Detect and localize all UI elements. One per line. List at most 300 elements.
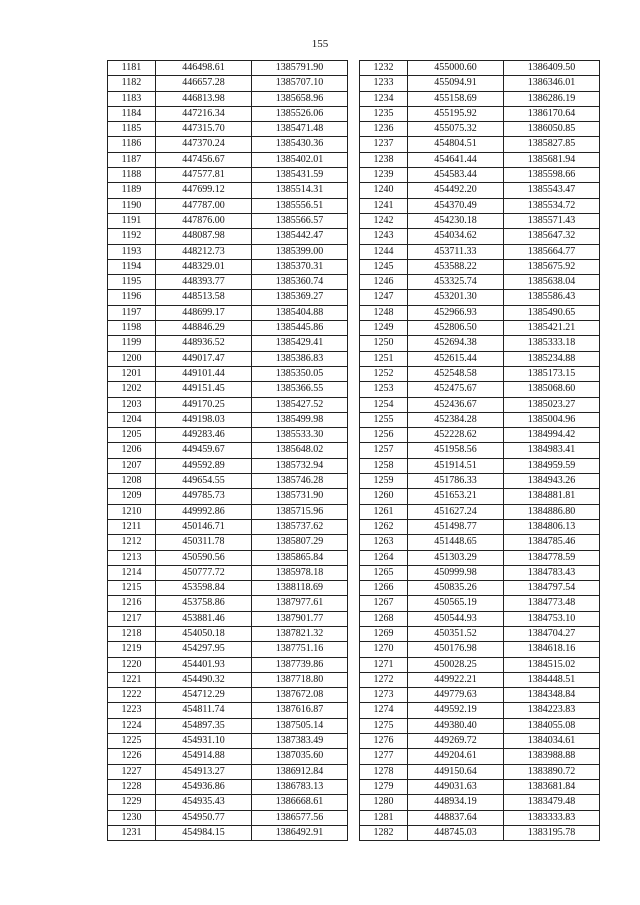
x-coordinate-cell: 450999.98	[408, 565, 504, 580]
point-number-cell: 1238	[360, 152, 408, 167]
table-row	[360, 428, 600, 443]
x-coordinate-cell: 455094.91	[408, 76, 504, 91]
point-number-cell: 1219	[108, 642, 156, 657]
table-row	[360, 137, 600, 152]
table-row	[360, 642, 600, 657]
y-coordinate-cell: 1385402.01	[252, 152, 348, 167]
x-coordinate-cell: 447370.24	[156, 137, 252, 152]
point-number-cell: 1273	[360, 688, 408, 703]
point-number-cell: 1237	[360, 137, 408, 152]
y-coordinate-cell: 1387672.08	[252, 688, 348, 703]
x-coordinate-cell: 455075.32	[408, 122, 504, 137]
y-coordinate-cell: 1385638.04	[504, 275, 600, 290]
table-row	[108, 351, 348, 366]
y-coordinate-cell: 1385865.84	[252, 550, 348, 565]
table-row	[360, 764, 600, 779]
y-coordinate-cell: 1384994.42	[504, 428, 600, 443]
x-coordinate-cell: 452475.67	[408, 382, 504, 397]
y-coordinate-cell: 1383479.48	[504, 795, 600, 810]
x-coordinate-cell: 450351.52	[408, 626, 504, 641]
point-number-cell: 1274	[360, 703, 408, 718]
point-number-cell: 1242	[360, 213, 408, 228]
y-coordinate-cell: 1385658.96	[252, 91, 348, 106]
y-coordinate-cell: 1384983.41	[504, 443, 600, 458]
x-coordinate-cell: 452436.67	[408, 397, 504, 412]
point-number-cell: 1231	[108, 825, 156, 840]
table-row	[108, 718, 348, 733]
x-coordinate-cell: 453598.84	[156, 581, 252, 596]
x-coordinate-cell: 452384.28	[408, 412, 504, 427]
point-number-cell: 1183	[108, 91, 156, 106]
point-number-cell: 1256	[360, 428, 408, 443]
point-number-cell: 1226	[108, 749, 156, 764]
y-coordinate-cell: 1385004.96	[504, 412, 600, 427]
x-coordinate-cell: 447577.81	[156, 168, 252, 183]
table-row	[360, 366, 600, 381]
x-coordinate-cell: 448936.52	[156, 336, 252, 351]
point-number-cell: 1263	[360, 535, 408, 550]
y-coordinate-cell: 1386492.91	[252, 825, 348, 840]
y-coordinate-cell: 1384448.51	[504, 672, 600, 687]
point-number-cell: 1281	[360, 810, 408, 825]
table-row	[360, 382, 600, 397]
y-coordinate-cell: 1385430.36	[252, 137, 348, 152]
table-row	[360, 198, 600, 213]
point-number-cell: 1189	[108, 183, 156, 198]
table-row	[360, 152, 600, 167]
table-row	[108, 825, 348, 840]
y-coordinate-cell: 1385715.96	[252, 504, 348, 519]
y-coordinate-cell: 1384348.84	[504, 688, 600, 703]
point-number-cell: 1254	[360, 397, 408, 412]
y-coordinate-cell: 1387505.14	[252, 718, 348, 733]
y-coordinate-cell: 1385526.06	[252, 106, 348, 121]
table-row	[360, 672, 600, 687]
y-coordinate-cell: 1384886.80	[504, 504, 600, 519]
point-number-cell: 1212	[108, 535, 156, 550]
y-coordinate-cell: 1386286.19	[504, 91, 600, 106]
point-number-cell: 1186	[108, 137, 156, 152]
x-coordinate-cell: 454370.49	[408, 198, 504, 213]
table-row	[360, 489, 600, 504]
table-row	[108, 611, 348, 626]
x-coordinate-cell: 449380.40	[408, 718, 504, 733]
coordinates-table-right-body	[360, 61, 600, 841]
y-coordinate-cell: 1383333.83	[504, 810, 600, 825]
y-coordinate-cell: 1385647.32	[504, 229, 600, 244]
y-coordinate-cell: 1387035.60	[252, 749, 348, 764]
point-number-cell: 1262	[360, 519, 408, 534]
point-number-cell: 1203	[108, 397, 156, 412]
x-coordinate-cell: 446657.28	[156, 76, 252, 91]
table-row	[108, 596, 348, 611]
y-coordinate-cell: 1387383.49	[252, 734, 348, 749]
y-coordinate-cell: 1385534.72	[504, 198, 600, 213]
y-coordinate-cell: 1384055.08	[504, 718, 600, 733]
table-row	[108, 229, 348, 244]
y-coordinate-cell: 1385427.52	[252, 397, 348, 412]
table-row	[108, 397, 348, 412]
point-number-cell: 1243	[360, 229, 408, 244]
y-coordinate-cell: 1384806.13	[504, 519, 600, 534]
x-coordinate-cell: 453588.22	[408, 259, 504, 274]
x-coordinate-cell: 454712.29	[156, 688, 252, 703]
point-number-cell: 1185	[108, 122, 156, 137]
y-coordinate-cell: 1385791.90	[252, 61, 348, 76]
table-row	[360, 275, 600, 290]
x-coordinate-cell: 449992.86	[156, 504, 252, 519]
coordinates-table-left-body	[108, 61, 348, 841]
x-coordinate-cell: 449017.47	[156, 351, 252, 366]
x-coordinate-cell: 449031.63	[408, 779, 504, 794]
y-coordinate-cell: 1385431.59	[252, 168, 348, 183]
point-number-cell: 1213	[108, 550, 156, 565]
y-coordinate-cell: 1387901.77	[252, 611, 348, 626]
y-coordinate-cell: 1385737.62	[252, 519, 348, 534]
table-row	[360, 795, 600, 810]
y-coordinate-cell: 1387821.32	[252, 626, 348, 641]
y-coordinate-cell: 1383681.84	[504, 779, 600, 794]
point-number-cell: 1239	[360, 168, 408, 183]
y-coordinate-cell: 1385675.92	[504, 259, 600, 274]
x-coordinate-cell: 446498.61	[156, 61, 252, 76]
table-row	[108, 565, 348, 580]
x-coordinate-cell: 453201.30	[408, 290, 504, 305]
point-number-cell: 1247	[360, 290, 408, 305]
point-number-cell: 1258	[360, 458, 408, 473]
point-number-cell: 1229	[108, 795, 156, 810]
x-coordinate-cell: 449170.25	[156, 397, 252, 412]
point-number-cell: 1190	[108, 198, 156, 213]
table-row	[108, 305, 348, 320]
x-coordinate-cell: 447699.12	[156, 183, 252, 198]
x-coordinate-cell: 455000.60	[408, 61, 504, 76]
x-coordinate-cell: 452548.58	[408, 366, 504, 381]
table-row	[108, 244, 348, 259]
x-coordinate-cell: 451786.33	[408, 474, 504, 489]
point-number-cell: 1184	[108, 106, 156, 121]
y-coordinate-cell: 1387739.86	[252, 657, 348, 672]
table-row	[360, 106, 600, 121]
table-row	[360, 565, 600, 580]
table-row	[108, 213, 348, 228]
y-coordinate-cell: 1385023.27	[504, 397, 600, 412]
table-row	[108, 168, 348, 183]
table-row	[108, 412, 348, 427]
table-row	[108, 749, 348, 764]
y-coordinate-cell: 1385421.21	[504, 321, 600, 336]
table-row	[108, 535, 348, 550]
y-coordinate-cell: 1385543.47	[504, 183, 600, 198]
x-coordinate-cell: 449283.46	[156, 428, 252, 443]
table-row	[108, 275, 348, 290]
x-coordinate-cell: 454811.74	[156, 703, 252, 718]
point-number-cell: 1199	[108, 336, 156, 351]
point-number-cell: 1257	[360, 443, 408, 458]
table-row	[360, 61, 600, 76]
table-row	[108, 519, 348, 534]
point-number-cell: 1248	[360, 305, 408, 320]
point-number-cell: 1223	[108, 703, 156, 718]
x-coordinate-cell: 451653.21	[408, 489, 504, 504]
point-number-cell: 1272	[360, 672, 408, 687]
y-coordinate-cell: 1385499.98	[252, 412, 348, 427]
point-number-cell: 1251	[360, 351, 408, 366]
table-row	[108, 61, 348, 76]
table-row	[108, 734, 348, 749]
table-row	[360, 688, 600, 703]
point-number-cell: 1278	[360, 764, 408, 779]
y-coordinate-cell: 1384753.10	[504, 611, 600, 626]
x-coordinate-cell: 454492.20	[408, 183, 504, 198]
x-coordinate-cell: 450028.25	[408, 657, 504, 672]
x-coordinate-cell: 451303.29	[408, 550, 504, 565]
y-coordinate-cell: 1385173.15	[504, 366, 600, 381]
y-coordinate-cell: 1385068.60	[504, 382, 600, 397]
y-coordinate-cell: 1385533.30	[252, 428, 348, 443]
y-coordinate-cell: 1383890.72	[504, 764, 600, 779]
point-number-cell: 1206	[108, 443, 156, 458]
table-row	[108, 443, 348, 458]
point-number-cell: 1244	[360, 244, 408, 259]
y-coordinate-cell: 1384783.43	[504, 565, 600, 580]
y-coordinate-cell: 1386346.01	[504, 76, 600, 91]
point-number-cell: 1210	[108, 504, 156, 519]
y-coordinate-cell: 1385648.02	[252, 443, 348, 458]
y-coordinate-cell: 1387616.87	[252, 703, 348, 718]
table-row	[360, 76, 600, 91]
point-number-cell: 1265	[360, 565, 408, 580]
point-number-cell: 1205	[108, 428, 156, 443]
y-coordinate-cell: 1385360.74	[252, 275, 348, 290]
y-coordinate-cell: 1385664.77	[504, 244, 600, 259]
y-coordinate-cell: 1384223.83	[504, 703, 600, 718]
y-coordinate-cell: 1384881.81	[504, 489, 600, 504]
y-coordinate-cell: 1385731.90	[252, 489, 348, 504]
table-row	[108, 581, 348, 596]
point-number-cell: 1266	[360, 581, 408, 596]
table-row	[360, 550, 600, 565]
table-row	[360, 351, 600, 366]
y-coordinate-cell: 1385490.65	[504, 305, 600, 320]
table-row	[360, 259, 600, 274]
x-coordinate-cell: 450777.72	[156, 565, 252, 580]
table-row	[360, 91, 600, 106]
x-coordinate-cell: 447216.34	[156, 106, 252, 121]
y-coordinate-cell: 1386170.64	[504, 106, 600, 121]
table-row	[108, 474, 348, 489]
point-number-cell: 1201	[108, 366, 156, 381]
x-coordinate-cell: 453325.74	[408, 275, 504, 290]
point-number-cell: 1271	[360, 657, 408, 672]
x-coordinate-cell: 450590.56	[156, 550, 252, 565]
point-number-cell: 1221	[108, 672, 156, 687]
coordinates-table-left	[107, 60, 348, 841]
x-coordinate-cell: 447315.70	[156, 122, 252, 137]
x-coordinate-cell: 453711.33	[408, 244, 504, 259]
x-coordinate-cell: 448513.58	[156, 290, 252, 305]
table-row	[360, 290, 600, 305]
x-coordinate-cell: 453758.86	[156, 596, 252, 611]
x-coordinate-cell: 449459.67	[156, 443, 252, 458]
point-number-cell: 1225	[108, 734, 156, 749]
point-number-cell: 1193	[108, 244, 156, 259]
x-coordinate-cell: 449101.44	[156, 366, 252, 381]
y-coordinate-cell: 1386409.50	[504, 61, 600, 76]
y-coordinate-cell: 1385404.88	[252, 305, 348, 320]
point-number-cell: 1282	[360, 825, 408, 840]
point-number-cell: 1200	[108, 351, 156, 366]
table-row	[360, 581, 600, 596]
table-row	[360, 336, 600, 351]
point-number-cell: 1279	[360, 779, 408, 794]
y-coordinate-cell: 1384618.16	[504, 642, 600, 657]
x-coordinate-cell: 454034.62	[408, 229, 504, 244]
table-row	[108, 382, 348, 397]
point-number-cell: 1267	[360, 596, 408, 611]
point-number-cell: 1224	[108, 718, 156, 733]
table-row	[108, 458, 348, 473]
y-coordinate-cell: 1384704.27	[504, 626, 600, 641]
point-number-cell: 1208	[108, 474, 156, 489]
x-coordinate-cell: 452694.38	[408, 336, 504, 351]
table-row	[108, 259, 348, 274]
x-coordinate-cell: 454913.27	[156, 764, 252, 779]
point-number-cell: 1259	[360, 474, 408, 489]
x-coordinate-cell: 449779.63	[408, 688, 504, 703]
x-coordinate-cell: 448846.29	[156, 321, 252, 336]
table-row	[108, 626, 348, 641]
table-row	[108, 489, 348, 504]
table-row	[360, 229, 600, 244]
x-coordinate-cell: 448745.03	[408, 825, 504, 840]
x-coordinate-cell: 450835.26	[408, 581, 504, 596]
coordinates-table-right	[359, 60, 600, 841]
table-row	[360, 734, 600, 749]
y-coordinate-cell: 1385707.10	[252, 76, 348, 91]
y-coordinate-cell: 1386050.85	[504, 122, 600, 137]
x-coordinate-cell: 450146.71	[156, 519, 252, 534]
point-number-cell: 1275	[360, 718, 408, 733]
table-row	[360, 458, 600, 473]
table-row	[108, 764, 348, 779]
point-number-cell: 1220	[108, 657, 156, 672]
x-coordinate-cell: 454935.43	[156, 795, 252, 810]
x-coordinate-cell: 452615.44	[408, 351, 504, 366]
y-coordinate-cell: 1384515.02	[504, 657, 600, 672]
table-row	[108, 290, 348, 305]
x-coordinate-cell: 454950.77	[156, 810, 252, 825]
point-number-cell: 1261	[360, 504, 408, 519]
table-row	[108, 336, 348, 351]
point-number-cell: 1269	[360, 626, 408, 641]
x-coordinate-cell: 448934.19	[408, 795, 504, 810]
point-number-cell: 1252	[360, 366, 408, 381]
point-number-cell: 1216	[108, 596, 156, 611]
x-coordinate-cell: 454490.32	[156, 672, 252, 687]
table-row	[360, 244, 600, 259]
x-coordinate-cell: 448699.17	[156, 305, 252, 320]
x-coordinate-cell: 454914.88	[156, 749, 252, 764]
point-number-cell: 1194	[108, 259, 156, 274]
table-row	[360, 519, 600, 534]
table-row	[360, 749, 600, 764]
y-coordinate-cell: 1385586.43	[504, 290, 600, 305]
y-coordinate-cell: 1385807.29	[252, 535, 348, 550]
table-row	[360, 183, 600, 198]
point-number-cell: 1241	[360, 198, 408, 213]
table-row	[108, 76, 348, 91]
table-row	[360, 611, 600, 626]
y-coordinate-cell: 1385399.00	[252, 244, 348, 259]
point-number-cell: 1268	[360, 611, 408, 626]
x-coordinate-cell: 446813.98	[156, 91, 252, 106]
table-row	[360, 703, 600, 718]
table-row	[108, 504, 348, 519]
x-coordinate-cell: 449150.64	[408, 764, 504, 779]
y-coordinate-cell: 1383195.78	[504, 825, 600, 840]
table-row	[360, 596, 600, 611]
y-coordinate-cell: 1385445.86	[252, 321, 348, 336]
point-number-cell: 1235	[360, 106, 408, 121]
x-coordinate-cell: 451914.51	[408, 458, 504, 473]
point-number-cell: 1182	[108, 76, 156, 91]
y-coordinate-cell: 1385732.94	[252, 458, 348, 473]
table-row	[108, 703, 348, 718]
point-number-cell: 1211	[108, 519, 156, 534]
x-coordinate-cell: 454936.86	[156, 779, 252, 794]
point-number-cell: 1230	[108, 810, 156, 825]
x-coordinate-cell: 454931.10	[156, 734, 252, 749]
point-number-cell: 1240	[360, 183, 408, 198]
table-row	[108, 550, 348, 565]
y-coordinate-cell: 1383988.88	[504, 749, 600, 764]
table-row	[360, 810, 600, 825]
x-coordinate-cell: 451627.24	[408, 504, 504, 519]
x-coordinate-cell: 451498.77	[408, 519, 504, 534]
point-number-cell: 1260	[360, 489, 408, 504]
page-number: 155	[311, 38, 329, 50]
y-coordinate-cell: 1385370.31	[252, 259, 348, 274]
x-coordinate-cell: 448329.01	[156, 259, 252, 274]
x-coordinate-cell: 451958.56	[408, 443, 504, 458]
table-row	[360, 626, 600, 641]
point-number-cell: 1280	[360, 795, 408, 810]
table-row	[360, 443, 600, 458]
table-row	[108, 810, 348, 825]
point-number-cell: 1233	[360, 76, 408, 91]
table-row	[360, 825, 600, 840]
table-row	[108, 366, 348, 381]
point-number-cell: 1249	[360, 321, 408, 336]
x-coordinate-cell: 449592.89	[156, 458, 252, 473]
point-number-cell: 1202	[108, 382, 156, 397]
y-coordinate-cell: 1384943.26	[504, 474, 600, 489]
point-number-cell: 1232	[360, 61, 408, 76]
y-coordinate-cell: 1385366.55	[252, 382, 348, 397]
x-coordinate-cell: 450176.98	[408, 642, 504, 657]
x-coordinate-cell: 452228.62	[408, 428, 504, 443]
x-coordinate-cell: 450544.93	[408, 611, 504, 626]
point-number-cell: 1207	[108, 458, 156, 473]
table-row	[108, 657, 348, 672]
point-number-cell: 1215	[108, 581, 156, 596]
x-coordinate-cell: 454583.44	[408, 168, 504, 183]
y-coordinate-cell: 1385471.48	[252, 122, 348, 137]
point-number-cell: 1222	[108, 688, 156, 703]
y-coordinate-cell: 1384778.59	[504, 550, 600, 565]
x-coordinate-cell: 449922.21	[408, 672, 504, 687]
